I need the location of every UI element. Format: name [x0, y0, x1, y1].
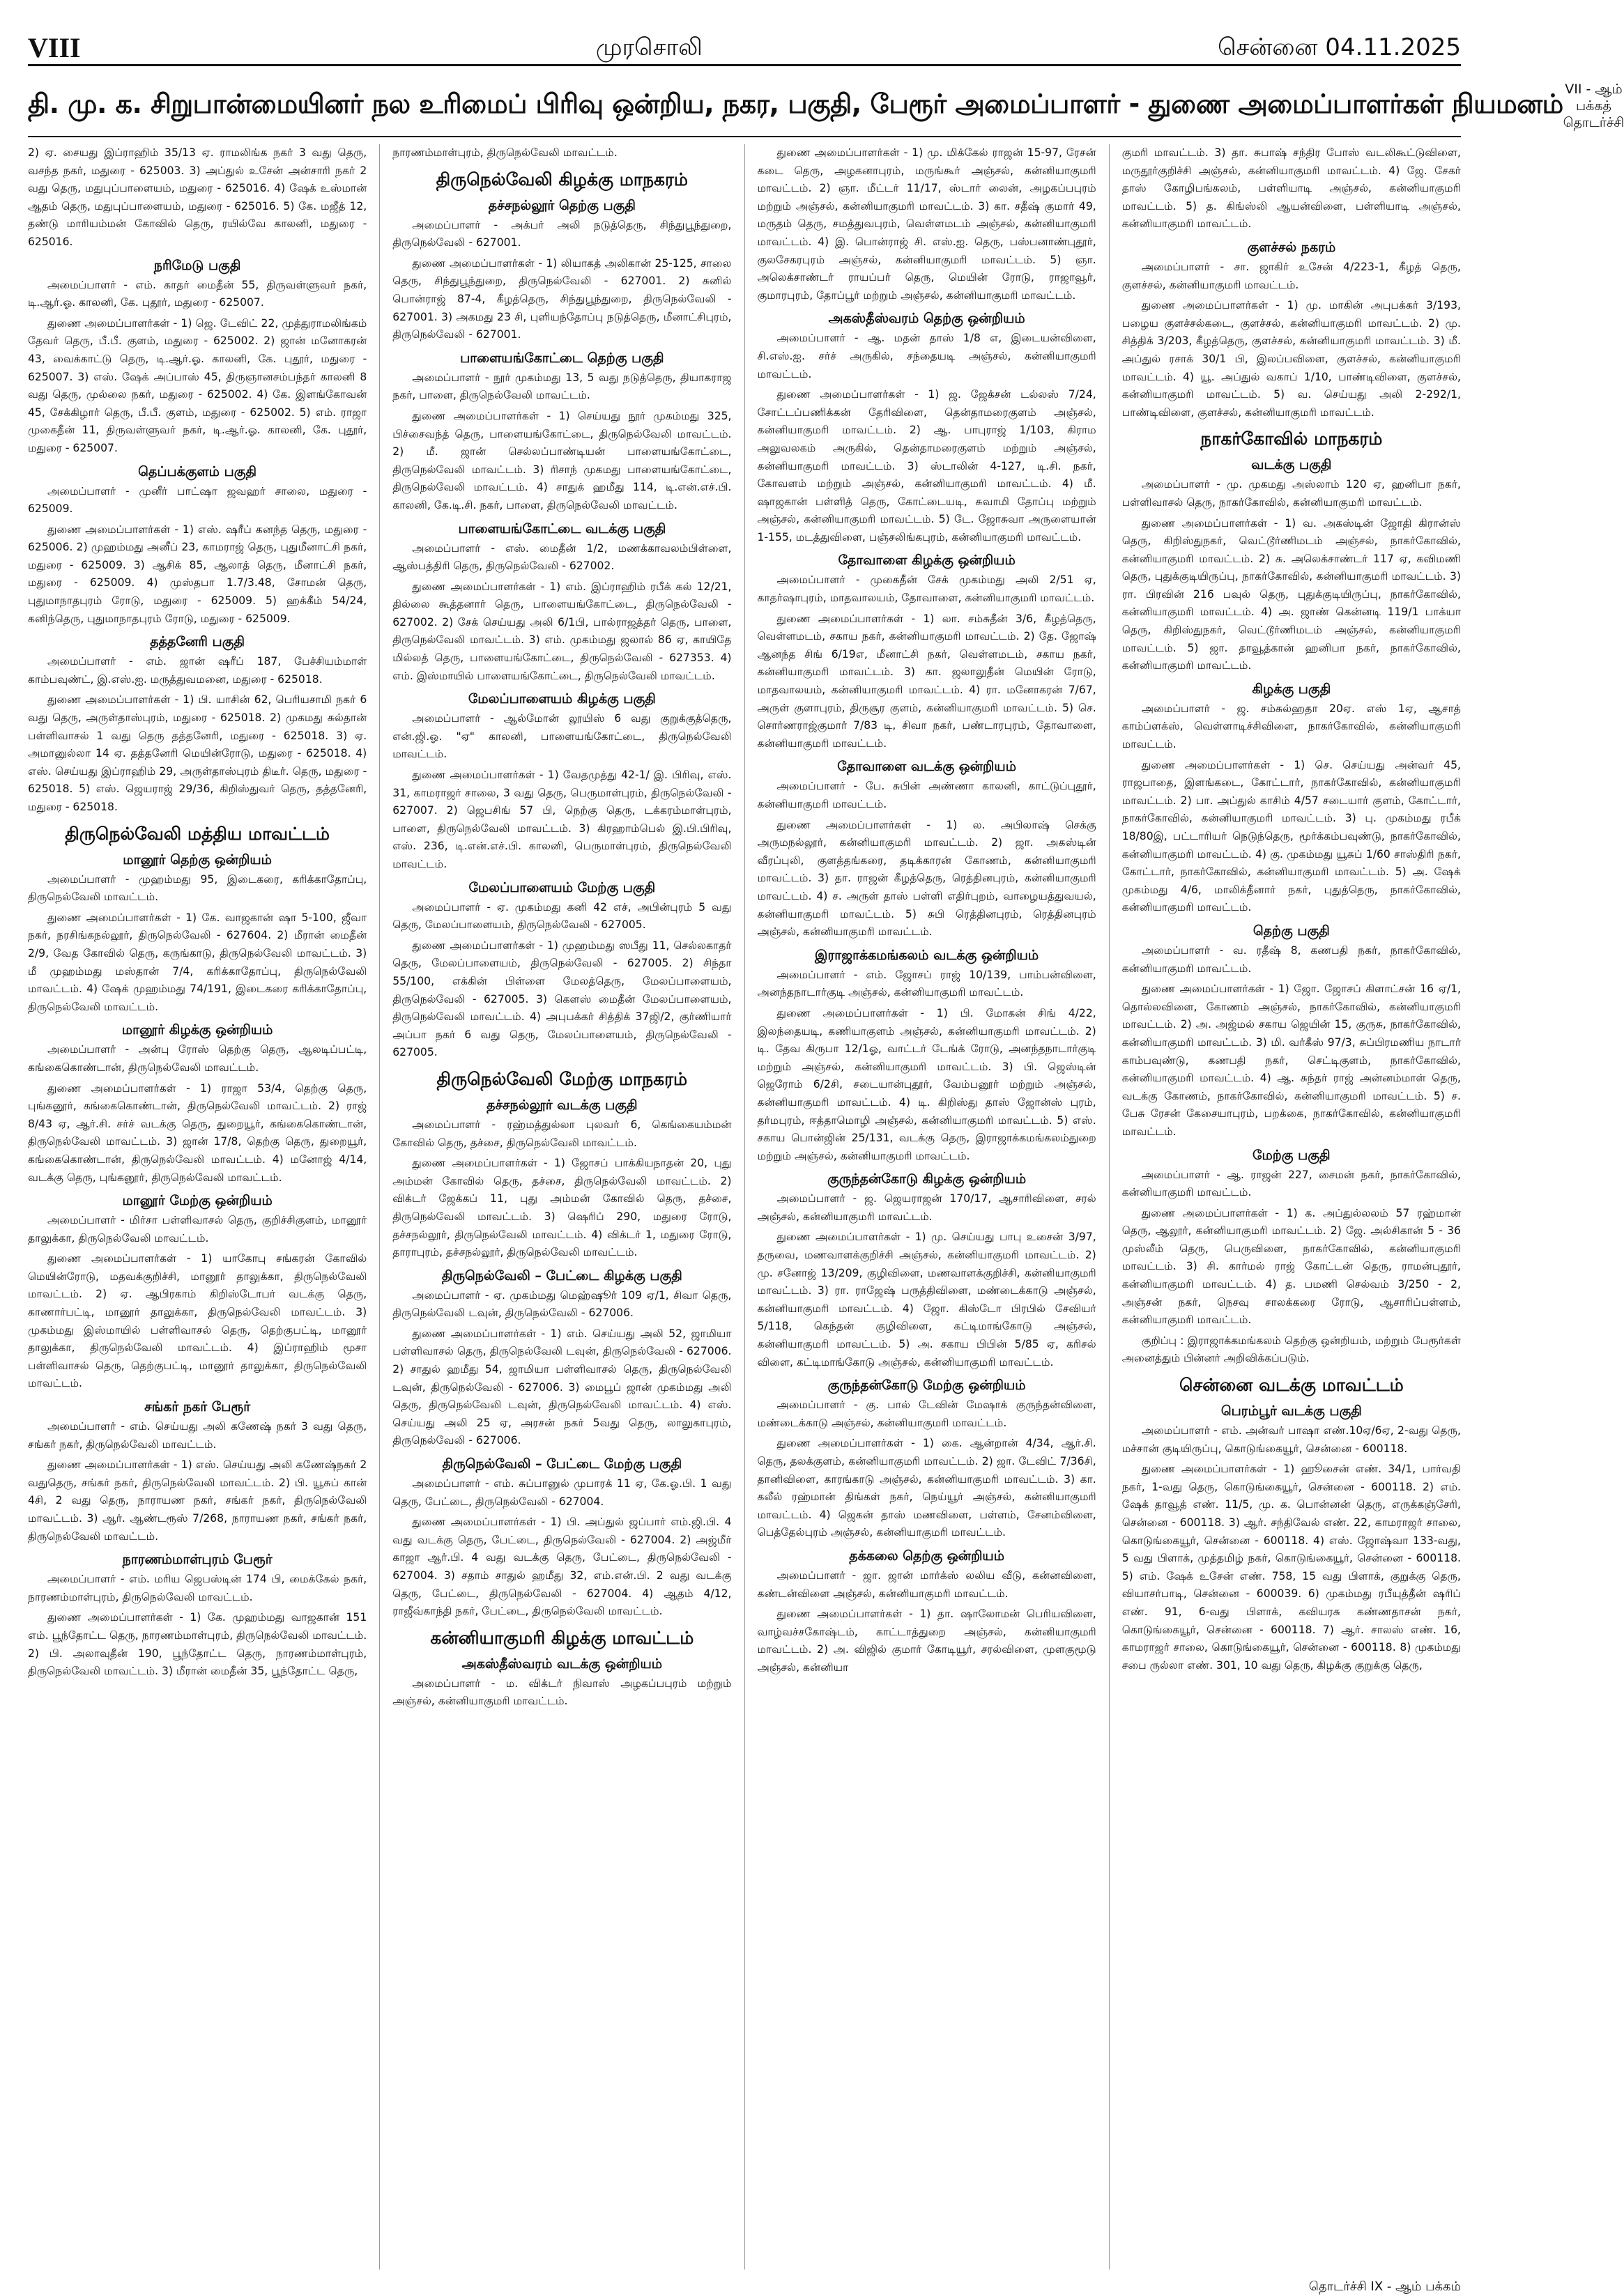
district-heading: திருநெல்வேலி கிழக்கு மாநகரம் [436, 169, 689, 190]
appointment-paragraph: துணை அமைப்பாளர்கள் - 1) யாகோபு சங்கரன் கோவில் மெயின்ரோடு, மதவக்குறிச்சி, மானூர் தாலுக்கா, திருநெல்வேலி மாவட்டம். 2) ஏ. ஆபிரகாம் கிறிஸ்டோபர் வடக்கு தெரு, காணார்பட்டி, மானூர் தாலுக்கா, திருநெல்வேலி மாவட்டம். 3) முகம்மது இஸ்மாயில் பள்ளிவாசல் தெரு, தெற்குபட்டி, மானூர் தாலுக்கா, திருநெல்வேலி மாவட்டம். 4) இப்ராஹிம் மூசா பள்ளிவாசல் தெரு, தெற்குபட்டி, மானூர் தாலுக்கா, திருநெல்வேலி மாவட்டம். [28, 1252, 367, 1390]
appointment-paragraph: துணை அமைப்பாளர்கள் - 1) வேதமுத்து 42-1/ இ. பிரிவு, எஸ். 31, காமராஜர் சாலை, 3 வது தெரு, பெருமாள்புரம், திருநெல்வேலி - 627007. 2) ஜெபசிங் 57 பி, நெற்கு தெரு, டக்கரம்மாள்புரம், பாளை, திருநெல்வேலி மாவட்டம். 3) கிரஹாம்பெல் இ.பி.பிரிவு, எஸ். 236, டி.என்.எச்.பி. காலனி, பெருமாள்புரம், திருநெல்வேலி மாவட்டம். [392, 769, 732, 870]
appointment-paragraph: துணை அமைப்பாளர்கள் - 1) முஹம்மது ஸபீது 11, செல்லகாதர் தெரு, மேலப்பாளையம், திருநெல்வேலி - 627005. 2) சிந்தா 55/100, எக்கின் பிள்ளை மேலத்தெரு, மேலப்பாளையம், திருநெல்வேலி - 627005. 3) கௌஸ் மைதீன் மேலப்பாளையம், திருநெல்வேலி மாவட்டம். 4) அபுபக்கர் சித்திக் 37ஜி/2, குர்ணியார் அப்பா நகர் 6 வது தெரு, மேலப்பாளையம், திருநெல்வேலி - 627005. [392, 939, 732, 1059]
area-heading: குளச்சல் நகரம் [1247, 239, 1336, 255]
appointment-paragraph: அமைப்பாளர் - கு. பால் டேவின் மேஷாக் குருந்தன்விளை, மண்டைக்காடு அஞ்சல், கன்னியாகுமரி மாவட்டம். [757, 1399, 1096, 1429]
appointment-paragraph: அமைப்பாளர் - முனீர் பாட்ஷா ஜவஹர் சாலை, மதுரை - 625009. [28, 484, 367, 516]
appointment-paragraph: துணை அமைப்பாளர்கள் - 1) க. அப்துல்லலம் 57 ரஹ்மான் தெரு, ஆலூர், கன்னியாகுமரி மாவட்டம். 2) ஜே. அல்சிகான் 5 - 36 முஸ்லீம் தெரு, பெருவிளை, நாகர்கோவில், கன்னியாகுமரி மாவட்டம். 3) சி. கார்மல் ராஜ் கோட்டன் தெரு, ராமன்புதூர், கன்னியாகுமரி மாவட்டம். 4) த. பமணி செல்வம் 3/250 - 2, அஞ்சன் நகர், நெசவு சாலக்கரை ரோடு, ஆசாரிப்பள்ளம், கன்னியாகுமரி மாவட்டம். [1121, 1206, 1461, 1327]
area-heading: சங்கர் நகர் பேரூர் [144, 1399, 251, 1415]
area-heading: மானூர் மேற்கு ஒன்றியம் [122, 1193, 273, 1209]
appointment-paragraph: அமைப்பாளர் - நூர் முகம்மது 13, 5 வது நடுத்தெரு, தியாகராஜ நகர், பாளை, திருநெல்வேலி மாவட்டம். [392, 371, 732, 402]
column-1 [28, 144, 367, 2270]
district-heading: திருநெல்வேலி மத்திய மாவட்டம் [65, 823, 330, 844]
appointment-paragraph: 2) ஏ. சையது இப்ராஹிம் 35/13 ஏ. ராமலிங்க நகர் 3 வது தெரு, வசந்த நகர், மதுரை - 625003. 3) அப்துல் உசேன் அன்சாரி நகர் 2 வது தெரு, மதுபுப்பாளையம், மதுரை - 625016. 4) ஷேக் உஸ்மான் ஆதம் தெரு, மதுபுப்பாளையம், மதுரை - 625016. 5) கே. மஜீத் 12, தண்டு மாரியம்மன் கோவில் தெரு, ரயில்வே காலனி, மதுரை - 625016. [28, 146, 367, 248]
area-heading: திருநெல்வேலி – பேட்டை கிழக்கு பகுதி [441, 1268, 682, 1284]
appointment-paragraph: துணை அமைப்பாளர்கள் - 1) பி. அப்துல் ஜப்பார் எம்.ஜி.பி. 4 வது வடக்கு தெரு, பேட்டை, திருநெல்வேலி - 627004. 2) அஜ்மீர் காஜா ஆர்.பி. 4 வது வடக்கு தெரு, பேட்டை, திருநெல்வேலி - 627004. 3) சதாம் சாதுல் ஹமீது 32, எம்.என்.பி. 2 வது வடக்கு தெரு, பேட்டை, திருநெல்வேலி - 627004. 4) ஆதம் 4/12, ராஜீவ்காந்தி நகர், பேட்டை, திருநெல்வேலி மாவட்டம். [392, 1516, 732, 1618]
page-headline: தி. மு. க. சிறுபான்மையினர் நல உரிமைப் பிரிவு ஒன்றிய, நகர, பகுதி, பேரூர் அமைப்பாளர் - துணை அமைப்பாளர்கள் நியமனம் [28, 88, 1563, 119]
appointment-paragraph: துணை அமைப்பாளர்கள் - 1) கே. முஹம்மது வாஜகான் 151 எம். பூந்தோட்ட தெரு, நாரணம்மாள்புரம், திருநெல்வேலி மாவட்டம். 2) பி. அலாவுதீன் 190, பூந்தோட்ட தெரு, நாரணம்மாள்புரம், திருநெல்வேலி மாவட்டம். 3) மீரான் மைதீன் 35, பூந்தோட்ட தெரு, [28, 1611, 367, 1678]
appointment-paragraph: அமைப்பாளர் - ஆ. மதன் தாஸ் 1/8 எ, இடையன்விளை, சி.எஸ்.ஐ. சர்ச் அருகில், சந்தையடி அஞ்சல், கன்னியாகுமரி மாவட்டம். [757, 332, 1096, 380]
appointment-paragraph: துணை அமைப்பாளர்கள் - 1) ஜோ. ஜோசப் கிளாட்சன் 16 ஏ/1, தொல்லவிளை, கோணம் அஞ்சல், நாகர்கோவில், கன்னியாகுமரி மாவட்டம். 2) அ. அஜ்மல் சகாய ஜெயின் 15, குருசு, நாகர்கோவில், கன்னியாகுமரி மாவட்டம். 3) மி. வர்கீஸ் 97/3, சுப்பிரமணிய நாடார் காம்பவுண்டு, கணபதி நகர், செட்டிகுளம், நாகர்கோவில், கன்னியாகுமரி மாவட்டம். 4) ஆ. சுந்தர் ராஜ் அன்னம்மாள் தெரு, வடக்கு கோணம், நாகர்கோவில், கன்னியாகுமரி மாவட்டம். 5) ச. பேசு ரேசன் கேசையாபுரம், பறக்கை, நாகர்கோவில், கன்னியாகுமரி மாவட்டம். [1121, 983, 1461, 1138]
appointment-paragraph: துணை அமைப்பாளர்கள் - 1) ல. அபிலாஷ் செக்கு அருமநல்லூர், கன்னியாகுமரி மாவட்டம். 2) ஜா. அகஸ்டின் வீரப்புலி, குளத்தங்கரை, தடிக்காரன் கோணம், கன்னியாகுமரி மாவட்டம். 3) தா. ராஜன் கீழத்தெரு, ரெத்தினபுரம், கன்னியாகுமரி மாவட்டம். 4) ச. அருள் தாஸ் பள்ளி எதிர்புறம், வாழையத்துவயல், கன்னியாகுமரி மாவட்டம். 5) சுபி ரெத்தினபுரம், ரெத்தினபுரம் அஞ்சல், கன்னியாகுமரி மாவட்டம். [757, 818, 1096, 939]
appointment-paragraph: துணை அமைப்பாளர்கள் - 1) ஜ. ஜேக்சன் டல்லஸ் 7/24, சோட்டப்பணிக்கன் தேரிவிளை, தென்தாமரைகுளம் அஞ்சல், கன்னியாகுமரி மாவட்டம். 2) ஆ. பாபுராஜ் 1/103, கிராம அலுவலகம் அருகில், தென்தாமரைகுளம் மற்றும் அஞ்சல், கன்னியாகுமரி மாவட்டம். 3) ஸ்டாலின் 4-127, டி.சி. நகர், கோவளம் மற்றும் அஞ்சல், கன்னியாகுமரி மாவட்டம். 4) மீ. ஷாஜகான் பள்ளித் தெரு, கோட்டையடி, சுவாமி தோப்பு மற்றும் அஞ்சல், கன்னியாகுமரி மாவட்டம். 5) டே. ஜோசுவா அருளையான் 1-155, மடத்துவிளை, பஞ்சலிங்கபுரம், கன்னியாகுமரி மாவட்டம். [757, 388, 1096, 544]
appointment-paragraph: அமைப்பாளர் - அன்பு ரோஸ் தெற்கு தெரு, ஆலடிப்பட்டி, கங்கைகொண்டான், திருநெல்வேலி மாவட்டம். [28, 1043, 367, 1074]
appointment-paragraph: அமைப்பாளர் - ஆல்மோன் லூயிஸ் 6 வது குறுக்குத்தெரு, என்.ஜி.ஓ. "ஏ" காலனி, பாளையங்கோட்டை, திருநெல்வேலி மாவட்டம். [392, 712, 732, 761]
appointment-paragraph: துணை அமைப்பாளர்கள் - 1) எஸ். ஷரீப் கனந்த தெரு, மதுரை - 625006. 2) முஹம்மது அனீப் 23, காமராஜ் தெரு, புதுமீனாட்சி நகர், மதுரை - 625009. 3) ஆசிக் 85, ஆலாத் தெரு, மீனாட்சி நகர், மதுரை - 625009. 4) முஸ்தபா 1.7/3.48, சோமன் தெரு, புதுமாநாதபுரம் ரோடு, மதுரை - 625009. 5) ஹக்கீம் 54/24, கனிந்தெரு, புதுமாநாதபுரம் ரோடு, மதுரை - 625009. [28, 523, 367, 625]
appointment-paragraph: துணை அமைப்பாளர்கள் - 1) மு. மிக்கேல் ராஜன் 15-97, ரேசன் கடை தெரு, அழகனாபுரம், மருங்கூர் அஞ்சல், கன்னியாகுமரி மாவட்டம். 2) ஞா. மீட்டர் 11/17, ஸ்டார் லைன், அழகப்பபுரம் மற்றும் அஞ்சல், கன்னியாகுமரி மாவட்டம். 3) கா. சதீஷ் குமார் 49, மருதம் தெரு, சமத்துவபுரம், வெள்ளமடம் அஞ்சல், கன்னியாகுமரி மாவட்டம். 4) இ. பொன்ராஜ் சி. எஸ்.ஐ. தெரு, பஸ்பனாண்புதூர், குலசேகரபுரம் அஞ்சல், கன்னியாகுமரி மாவட்டம். 5) ஞா. அலெக்சாண்டர் ராயப்பர் தெரு, மெயின் ரோடு, ராஜாவூர், குமாரபுரம், தோப்பூர் மற்றும் அஞ்சல், கன்னியாகுமரி மாவட்டம். [757, 146, 1096, 302]
appointment-paragraph: நாரணம்மாள்புரம், திருநெல்வேலி மாவட்டம். [392, 146, 618, 159]
appointment-paragraph: அமைப்பாளர் - ம. விக்டர் நிவாஸ் அழகப்பபுரம் மற்றும் அஞ்சல், கன்னியாகுமரி மாவட்டம். [392, 1677, 732, 1708]
continuation-footer: தொடர்ச்சி IX - ஆம் பக்கம் [1308, 2279, 1461, 2294]
appointment-paragraph: துணை அமைப்பாளர்கள் - 1) கே. வாஜகான் ஷா 5-100, ஜீவா நகர், நரசிங்கநல்லூர், திருநெல்வேலி - 627604. 2) மீரான் மைதீன் 2/9, வேத கோவில் தெரு, கருங்காடு, திருநெல்வேலி மாவட்டம். 3) மீ முஹம்மது மஸ்தான் 7/4, கரிக்காதோப்பு, திருநெல்வேலி மாவட்டம். 4) ஷேக் முஹம்மது 74/191, இடைகரை கரிக்காதோப்பு, திருநெல்வேலி மாவட்டம். [28, 911, 367, 1013]
area-heading: தோவாளை கிழக்கு ஒன்றியம் [838, 553, 1016, 569]
column-divider [379, 144, 380, 2270]
area-heading: திருநெல்வேலி – பேட்டை மேற்கு பகுதி [442, 1456, 682, 1472]
column-divider [1109, 144, 1110, 2270]
page-number: VIII [28, 32, 81, 63]
area-heading: கிழக்கு பகுதி [1252, 681, 1331, 697]
appointment-paragraph: அமைப்பாளர் - ஜா. ஜான் மார்க்ஸ் லலிய வீடு, கன்னவிளை, கண்டன்விளை அஞ்சல், கன்னியாகுமரி மாவட்டம். [757, 1569, 1096, 1600]
appointment-paragraph: துணை அமைப்பாளர்கள் - 1) மு. மாகின் அபுபக்கர் 3/193, பழைய குளச்சல்கடை, குளச்சல், கன்னியாகுமரி மாவட்டம். 2) மு. சித்திக் 3/203, கீழத்தெரு, குளச்சல், கன்னியாகுமரி மாவட்டம். 3) மீ. அப்துல் ரசாக் 30/1 பி, இலப்பவிளை, குளச்சல், கன்னியாகுமரி மாவட்டம். 4) யூ. அப்துல் வகாப் 1/10, பாண்டிவிளை, குளச்சல், கன்னியாகுமரி மாவட்டம். 5) வ. செய்யது அலி 2-292/1, பாண்டிவிளை, குளச்சல், கன்னியாகுமரி மாவட்டம். [1121, 299, 1461, 419]
area-heading: இராஜாக்கமங்கலம் வடக்கு ஒன்றியம் [815, 947, 1039, 963]
area-heading: தச்சநல்லூர் வடக்கு பகுதி [487, 1097, 638, 1113]
appointment-paragraph: துணை அமைப்பாளர்கள் - 1) ஹூசைன் எண். 34/1, பார்வதி நகர், 1-வது தெரு, கொடுங்கையூர், சென்னை - 600118. 2) எம். ஷேக் தாவூத் எண். 11/5, மு. க. பொன்னன் தெரு, எருக்கஞ்சேரி, சென்னை - 600118. 3) ஆர். சந்திவேல் எண். 22, காமராஜர் சாலை, கொடுங்கையூர், சென்னை - 600118. 4) எஸ். ஜோஷ்வா 133-வது, 5 வது பிளாக், முத்தமிழ் நகர், கொடுங்கையூர், சென்னை - 600118. 5) எம். ஷேக் உசேன் எண். 758, 15 வது பிளாக், குறுக்கு தெரு, வியாசர்பாடி, சென்னை - 600039. 6) முகம்மது ரபீயுத்தீன் ஷரிப் எண். 91, 6-வது பிளாக், கவியரசு கண்ணதாசன் நகர், கொடுங்கையூர், சென்னை - 600118. 7) ஆர். சாலஸ் எண். 16, காமராஜர் சாலை, கொடுங்கையூர், சென்னை - 600118. 8) முகம்மது சபை ருல்லா எண். 301, 10 வது தெரு, கிழக்கு குறுக்கு தெரு, [1121, 1463, 1461, 1672]
column-2 [392, 144, 731, 2270]
article-columns [28, 144, 1461, 2270]
appointment-paragraph: துணை அமைப்பாளர்கள் - 1) லியாகத் அலிகான் 25-125, சாலை தெரு, சிந்துபூந்துறை, திருநெல்வேலி - 627001. 2) சுனில் பொன்ராஜ் 87-4, கீழத்தெரு, சிந்துபூந்துறை, திருநெல்வேலி - 627001. 3) அகமது 23 சி, புளியந்தோப்பு நடுத்தெரு, மீனாட்சிபுரம், திருநெல்வேலி - 627001. [392, 256, 732, 341]
appointment-paragraph: குறிப்பு : இராஜாக்கமங்கலம் தெற்கு ஒன்றியம், மற்றும் பேரூர்கள் அனைத்தும் பின்னர் அறிவிக்கப்படும். [1121, 1334, 1461, 1365]
area-heading: நாரணம்மாள்புரம் பேரூர் [122, 1552, 273, 1568]
district-heading: திருநெல்வேலி மேற்கு மாநகரம் [436, 1068, 688, 1089]
appointment-paragraph: அமைப்பாளர் - எம். மரிய ஜெபஸ்டின் 174 பி, மைக்கேல் நகர், நாரணம்மாள்புரம், திருநெல்வேலி மாவட்டம். [28, 1573, 367, 1603]
area-heading: குருந்தன்கோடு மேற்கு ஒன்றியம் [827, 1378, 1026, 1394]
column-4 [1122, 144, 1461, 2270]
appointment-paragraph: அமைப்பாளர் - எம். காதர் மைதீன் 55, திருவள்ளுவர் நகர், டி.ஆர்.ஓ. காலனி, கே. புதூர், மதுரை - 625007. [28, 278, 367, 309]
area-heading: தெப்பக்குளம் பகுதி [138, 463, 257, 479]
appointment-paragraph: அமைப்பாளர் - ஏ. முகம்மது மெஹ்ஷூர் 109 ஏ/1, சிவா தெரு, திருநெல்வேலி டவுன், திருநெல்வேலி - 627006. [392, 1288, 732, 1320]
area-heading: அகஸ்தீஸ்வரம் வடக்கு ஒன்றியம் [461, 1656, 663, 1672]
area-heading: தெற்கு பகுதி [1253, 923, 1330, 939]
continuation-note: VII - ஆம் பக்கத் தொடர்ச்சி [1563, 82, 1624, 130]
appointment-paragraph: துணை அமைப்பாளர்கள் - 1) லா. சம்சுதீன் 3/6, கீழத்தெரு, வெள்ளமடம், சகாய நகர், கன்னியாகுமரி மாவட்டம். 2) தே. ஜோஷ் ஆனந்த சிங் 6/19எ, மீனாட்சி நகர், வெள்ளமடம், சகாய நகர், கன்னியாகுமரி மாவட்டம். 3) கா. ஜலாலுதீன் மெயின் ரோடு, மாதவாலயம், கன்னியாகுமரி மாவட்டம். 4) ரா. மனோகரன் 7/67, அருள் குளாபுரம், திருசூர குளம், கன்னியாகுமரி மாவட்டம். 5) செ. சொர்ணராஜ்குமார் 7/83 டி, சிவா நகர், பண்டாரபுரம், தோவாளை, கன்னியாகுமரி மாவட்டம். [757, 612, 1096, 750]
appointment-paragraph: துணை அமைப்பாளர்கள் - 1) எம். செய்யது அலி 52, ஜாமியா பள்ளிவாசல் தெரு, திருநெல்வேலி டவுன், திருநெல்வேலி - 627006. 2) சாதுல் ஹமீது 54, ஜாமியா பள்ளிவாசல் தெரு, திருநெல்வேலி டவுன், திருநெல்வேலி - 627006. 3) மைபூப் ஜான் முகம்மது அலி தெரு, திருநெல்வேலி டவுன், திருநெல்வேலி மாவட்டம். 4) எஸ். செய்யது அலி 25 ஏ, அரசன் நகர் 5வது தெரு, லாலுகாபுரம், திருநெல்வேலி - 627006. [392, 1327, 732, 1447]
appointment-paragraph: அமைப்பாளர் - எஸ். மைதீன் 1/2, மணக்காவலம்பிள்ளை, ஆஸ்பத்திரி தெரு, திருநெல்வேலி - 627002. [392, 541, 732, 573]
appointment-paragraph: அமைப்பாளர் - முஹம்மது 95, இடைகரை, கரிக்காதோப்பு, திருநெல்வேலி மாவட்டம். [28, 872, 367, 904]
appointment-paragraph: துணை அமைப்பாளர்கள் - 1) பி. மோகன் சிங் 4/22, இலந்தையடி, கணியாகுளம் அஞ்சல், கன்னியாகுமரி மாவட்டம். 2) டி. தேவ கிருபா 12/1ஓ, வாட்டர் டேங்க் ரோடு, அனந்தநாடார்குடி மற்றும் அஞ்சல், கன்னியாகுமரி மாவட்டம். 3) பி. ஜெஸ்டின் ஜெரோம் 6/2சி, சடையான்புதூர், வேம்பனூர் மற்றும் அஞ்சல், கன்னியாகுமரி மாவட்டம். 4) டி. கிறிஸ்து தாஸ் ஜோன்ஸ் புரம், தர்மபுரம், ஈத்தாமொழி அஞ்சல், கன்னியாகுமரி மாவட்டம். 5) எஸ். சகாய பொன்ஜின் 25/131, வடக்கு தெரு, இராஜாக்கமங்கலம்துறை மற்றும் அஞ்சல், கன்னியாகுமரி மாவட்டம். [757, 1006, 1096, 1162]
appointment-paragraph: துணை அமைப்பாளர்கள் - 1) கை. ஆன்றான் 4/34, ஆர்.சி. தெரு, தலக்குளம், கன்னியாகுமரி மாவட்டம். 2) ஜா. டேவிட் 7/36சி, தானிவிளை, காரங்காடு அஞ்சல், கன்னியாகுமரி மாவட்டம். 3) கா. கலீல் ரஹ்மான் திங்கள் நகர், நெய்யூர் அஞ்சல், கன்னியாகுமரி மாவட்டம். 4) ஜெகன் தாஸ் மணவிளை, பள்ளம், சேனம்விளை, பெத்தேல்புரம் அஞ்சல், கன்னியாகுமரி மாவட்டம். [757, 1437, 1096, 1539]
area-heading: மேலப்பாளையம் கிழக்கு பகுதி [468, 691, 656, 707]
area-heading: வடக்கு பகுதி [1251, 457, 1332, 473]
appointment-paragraph: அமைப்பாளர் - முகைதீன் சேக் முகம்மது அலி 2/51 ஏ, காதர்ஷாபுரம், மாதவாலயம், தோவாளை, கன்னியாகுமரி மாவட்டம். [757, 573, 1096, 605]
headline-row [28, 76, 1624, 137]
appointment-paragraph: அமைப்பாளர் - எம். செய்யது அலி கணேஷ் நகர் 3 வது தெரு, சங்கர் நகர், திருநெல்வேலி மாவட்டம். [28, 1420, 367, 1451]
column-3 [757, 144, 1096, 2270]
appointment-paragraph: துணை அமைப்பாளர்கள் - 1) ஜோசப் பாக்கியநாதன் 20, புது அம்மன் கோவில் தெரு, தச்சை, திருநெல்வேலி மாவட்டம். 2) விக்டர் ஜேக்கப் 11, புது அம்மன் கோவில் தெரு, தச்சை, திருநெல்வேலி மாவட்டம். 3) ஷெரிப் 290, மதுரை ரோடு, தச்சநல்லூர், திருநெல்வேலி மாவட்டம். 4) விக்டர் 1, மதுரை ரோடு, தாராபுரம், தச்சநல்லூர், திருநெல்வேலி மாவட்டம். [392, 1157, 732, 1259]
area-heading: பாளையங்கோட்டை வடக்கு பகுதி [458, 521, 666, 537]
appointment-paragraph: துணை அமைப்பாளர்கள் - 1) செ. செய்யது அன்வர் 45, ராஜபாதை, இளங்கடை, கோட்டார், நாகர்கோவில், கன்னியாகுமரி மாவட்டம். 2) பா. அப்துல் காசிம் 4/57 சடையார் குளம், கோட்டார், நாகர்கோவில், கன்னியாகுமரி மாவட்டம். 3) பு. முகம்மது ரபீக் 18/80இ, பட்டாரியர் நெடுந்தெரு, மூர்க்கம்பவுண்டு, நாகர்கோவில், கன்னியாகுமரி மாவட்டம். 4) கு. முகம்மது யூசுப் 1/60 சாஸ்திரி நகர், கோட்டார், நாகர்கோவில், கன்னியாகுமரி மாவட்டம். 5) அ. ஷேக் முகம்மது 4/6, மாலிக்தீனார் நகர், புதுத்தெரு, நாகர்கோவில், கன்னியாகுமரி மாவட்டம். [1121, 758, 1461, 914]
area-heading: பாளையங்கோட்டை தெற்கு பகுதி [460, 350, 664, 366]
appointment-paragraph: குமரி மாவட்டம். 3) தா. சுபாஷ் சந்திர போஸ் வடலிகூட்டுவிளை, மருதூர்குறிச்சி அஞ்சல், கன்னியாகுமரி மாவட்டம். 4) ஜே. சேகர் தாஸ் கோழிபங்கலம், பள்ளியாடி அஞ்சல், கன்னியாகுமரி மாவட்டம். 5) த. கிங்ஸ்லி ஆயன்விளை, பள்ளியாடி அஞ்சல், கன்னியாகுமரி மாவட்டம். [1121, 146, 1461, 231]
appointment-paragraph: துணை அமைப்பாளர்கள் - 1) தா. ஷாலோமன் பெரியவிளை, வாழ்வச்சகோஷ்டம், காட்டாத்துறை அஞ்சல், கன்னியாகுமரி மாவட்டம். 2) அ. விஜில் குமார் கோடியூர், சரல்விளை, முளகுமூடு அஞ்சல், கன்னியா [757, 1608, 1096, 1674]
area-heading: மானூர் கிழக்கு ஒன்றியம் [121, 1022, 273, 1038]
area-heading: மேலப்பாளையம் மேற்கு பகுதி [468, 879, 656, 895]
edition-date: சென்னை 04.11.2025 [1218, 33, 1461, 61]
area-heading: மானூர் தெற்கு ஒன்றியம் [123, 852, 272, 868]
appointment-paragraph: அமைப்பாளர் - ஜ. ஜெயராஜன் 170/17, ஆசாரிவிளை, சரல் அஞ்சல், கன்னியாகுமரி மாவட்டம். [757, 1192, 1096, 1223]
area-heading: தக்கலை தெற்கு ஒன்றியம் [849, 1548, 1004, 1564]
area-heading: குருந்தன்கோடு கிழக்கு ஒன்றியம் [827, 1171, 1027, 1187]
area-heading: தோவாளை வடக்கு ஒன்றியம் [837, 759, 1016, 775]
appointment-paragraph: அமைப்பாளர் - அக்பர் அலி நடுத்தெரு, சிந்துபூந்துறை, திருநெல்வேலி - 627001. [392, 218, 732, 249]
appointment-paragraph: அமைப்பாளர் - ஏ. முகம்மது கனி 42 எச், அபின்புரம் 5 வது தெரு, மேலப்பாளையம், திருநெல்வேலி - 627005. [392, 900, 732, 932]
appointment-paragraph: அமைப்பாளர் - எம். சுப்பானுல் முபாரக் 11 ஏ, கே.ஓ.பி. 1 வது தெரு, பேட்டை, திருநெல்வேலி - 627004. [392, 1477, 732, 1508]
appointment-paragraph: அமைப்பாளர் - ஆ. ராஜன் 227, சைமன் நகர், நாகர்கோவில், கன்னியாகுமரி மாவட்டம். [1121, 1168, 1461, 1199]
area-heading: தச்சநல்லூர் தெற்கு பகுதி [488, 197, 636, 213]
appointment-paragraph: அமைப்பாளர் - மு. முகமது அஸ்லாம் 120 ஏ, ஹனிபா நகர், பள்ளிவாசல் தெரு, நாகர்கோவில், கன்னியாகுமரி மாவட்டம். [1121, 478, 1461, 509]
appointment-paragraph: அமைப்பாளர் - சா. ஜாகிர் உசேன் 4/223-1, கீழத் தெரு, குளச்சல், கன்னியாகுமரி மாவட்டம். [1121, 260, 1461, 291]
area-heading: அகஸ்தீஸ்வரம் தெற்கு ஒன்றியம் [828, 311, 1025, 327]
area-heading: மேற்கு பகுதி [1253, 1147, 1331, 1163]
column-divider [744, 144, 745, 2270]
appointment-paragraph: துணை அமைப்பாளர்கள் - 1) எம். இப்ராஹிம் ரபீக் கல் 12/21, தில்லை கூத்தனார் தெரு, பாளையங்கோட்டை, திருநெல்வேலி - 627002. 2) சேக் செய்யது அலி 6/1பி, பால்ராஜத்தர் தெரு, பாளை, திருநெல்வேலி மாவட்டம். 3) எம். முகம்மது ஜலால் 86 ஏ, காயிதே மில்லத் தெரு, பாளையங்கோட்டை, திருநெல்வேலி - 627353. 4) எம். இஸ்மாயில் பாளையங்கோட்டை, திருநெல்வேலி மாவட்டம். [392, 580, 732, 682]
paper-name: முரசொலி [595, 33, 703, 61]
area-heading: பெரம்பூர் வடக்கு பகுதி [1220, 1403, 1362, 1419]
appointment-paragraph: அமைப்பாளர் - எம். அன்வர் பாஷா எண்.10ஏ/6ஏ, 2-வது தெரு, மச்சான் குடியிருப்பு, கொடுங்கையூர், சென்னை - 600118. [1121, 1424, 1461, 1455]
appointment-paragraph: துணை அமைப்பாளர்கள் - 1) ராஜா 53/4, தெற்கு தெரு, புங்கனூர், கங்கைகொண்டான், திருநெல்வேலி மாவட்டம். 2) ராஜ் 8/43 ஏ, ஆர்.சி. சர்ச் வடக்கு தெரு, துறையூர், கங்கைகொண்டான், திருநெல்வேலி மாவட்டம். 3) ஜான் 17/8, தெற்கு தெரு, துறையூர், கங்கைகொண்டான், திருநெல்வேலி மாவட்டம். 4) மனோஜ் 4/14, வடக்கு தெரு, புங்கனூர், திருநெல்வேலி மாவட்டம். [28, 1081, 367, 1184]
masthead [28, 20, 1461, 66]
area-heading: தத்தனேரி பகுதி [150, 634, 245, 650]
appointment-paragraph: துணை அமைப்பாளர்கள் - 1) பி. யாசின் 62, பெரியசாமி நகர் 6 வது தெரு, அருள்தாஸ்புரம், மதுரை - 625018. 2) முகமது சுல்தான் பள்ளிவாசல் 1 வது தெரு தத்தனேரி, மதுரை - 625018. 3) ஏ. அமானுல்லா 14 ஏ. தத்தனேரி மெயின்ரோடு, மதுரை - 625018. 4) எஸ். செய்யது இப்ராஹிம் 29, அருள்தாஸ்புரம் திடீர். தெரு, மதுரை - 625018. 5) எஸ். ஜெயராஜ் 29/36, கிறிஸ்துவர் தெரு, தத்தனேரி, மதுரை - 625018. [28, 693, 367, 813]
district-heading: சென்னை வடக்கு மாவட்டம் [1179, 1375, 1404, 1396]
appointment-paragraph: அமைப்பாளர் - வ. ரதீஷ் 8, கணபதி நகர், நாகர்கோவில், கன்னியாகுமரி மாவட்டம். [1121, 943, 1461, 975]
appointment-paragraph: அமைப்பாளர் - ஜ. சம்சுல்ஹதா 20ஏ. எஸ் 1ஏ, ஆசாத் காம்ப்ளக்ஸ், வெள்ளாடிச்சிவிளை, நாகர்கோவில், கன்னியாகுமரி மாவட்டம். [1121, 702, 1461, 751]
appointment-paragraph: அமைப்பாளர் - எம். ஜான் ஷரீப் 187, பேச்சியம்மாள் காம்பவுண்ட், இ.எஸ்.ஐ. மருத்துவமனை, மதுரை - 625018. [28, 655, 367, 686]
appointment-paragraph: அமைப்பாளர் - மிர்சா பள்ளிவாசல் தெரு, குறிச்சிகுளம், மானூர் தாலுக்கா, திருநெல்வேலி மாவட்டம். [28, 1214, 367, 1245]
appointment-paragraph: துணை அமைப்பாளர்கள் - 1) செய்யது நூர் முகம்மது 325, பிச்சைவந்த் தெரு, பாளையங்கோட்டை, திருநெல்வேலி மாவட்டம். 2) மீ. ஜான் செல்லப்பாண்டியன் பாளையங்கோட்டை, திருநெல்வேலி மாவட்டம். 3) ரிசாந் முகமது பாளையங்கோட்டை, திருநெல்வேலி மாவட்டம். 4) சாதுக் ஹமீது 114, டி.என்.எச்.பி. காலனி, கே.டி.சி. நகர், பாளை, திருநெல்வேலி மாவட்டம். [392, 409, 732, 511]
appointment-paragraph: துணை அமைப்பாளர்கள் - 1) மு. செய்யது பாபு உசைன் 3/97, தருவை, மணவாளக்குறிச்சி அஞ்சல், கன்னியாகுமரி மாவட்டம். 2) மு. சனோஜ் 13/209, குழிவிளை, மணவாளக்குறிச்சி, கன்னியாகுமரி மாவட்டம். 3) ரா. ராஜேஷ் பருத்திவிளை, மண்டைக்காடு அஞ்சல், கன்னியாகுமரி மாவட்டம். 4) ஜோ. கிஸ்டோ பிரபில் சேவியர் 5/118, கெந்தன் குழிவிளை, கட்டிமாங்கோடு அஞ்சல், கன்னியாகுமரி மாவட்டம். 5) அ. சகாய பிபின் 5/85 ஏ, கரிசல் விளை, கட்டிமாங்கோடு அஞ்சல், கன்னியாகுமரி மாவட்டம். [757, 1231, 1096, 1369]
district-heading: நாகர்கோவில் மாநகரம் [1200, 429, 1383, 449]
appointment-paragraph: துணை அமைப்பாளர்கள் - 1) ஜெ. டேவிட் 22, முத்துராமலிங்கம் தேவர் தெரு, பீ.பீ. குளம், மதுரை - 625002. 2) ஜான் மனோகரன் 43, வைக்காட்டு தெரு, டி.ஆர்.ஓ. காலனி, கே. புதூர், மதுரை - 625007. 3) எஸ். ஷேக் அப்பாஸ் 45, திருஞானசம்பந்தர் காலனி 8 வது தெரு, முல்லை நகர், மதுரை - 625002. 4) கே. இளங்கோவன் 45, சேக்கிழார் தெரு, பீ.பீ. குளம், மதுரை - 625002. 5) எம். ராஜா முகைதீன் 11, திருவள்ளுவர் நகர், டி.ஆர்.ஓ. காலனி, கே. புதூர், மதுரை - 625007. [28, 316, 367, 454]
appointment-paragraph: துணை அமைப்பாளர்கள் - 1) எஸ். செய்யது அலி கணேஷ்நகர் 2 வதுதெரு, சங்கர் நகர், திருநெல்வேலி மாவட்டம். 2) பி. யூசுப் கான் 4சி, 2 வது தெரு, நாராயண நகர், சங்கர் நகர், திருநெல்வேலி மாவட்டம். 3) ஆர். ஆண்டரூஸ் 7/268, நாராயண நகர், சங்கர் நகர், திருநெல்வேலி மாவட்டம். [28, 1458, 367, 1543]
appointment-paragraph: அமைப்பாளர் - ரஹ்மத்துல்லா புலவர் 6, கெங்கையம்மன் கோவில் தெரு, தச்சை, திருநெல்வேலி மாவட்டம். [392, 1118, 732, 1149]
appointment-paragraph: துணை அமைப்பாளர்கள் - 1) வ. அகஸ்டின் ஜோதி கிரான்ஸ் தெரு, கிறிஸ்துநகர், வெட்டூர்ணிமடம் அஞ்சல், நாகர்கோவில், கன்னியாகுமரி மாவட்டம். 2) சு. அலெக்சாண்டர் 117 ஏ, கவிமணி தெரு, புதுக்குடியிருப்பு, நாகர்கோவில், கன்னியாகுமரி மாவட்டம். 3) ரா. பிரவின் 216 பவுல் தெரு, புதுக்குடியிருப்பு, நாகர்கோவில், கன்னியாகுமரி மாவட்டம். 4) அ. ஜாண் கென்னடி 119/1 பாக்யா தெரு, கிறிஸ்துநகர், வெட்டூர்ணிமடம் அஞ்சல், கன்னியாகுமரி மாவட்டம். 5) ஜா. தாவூத்கான் ஹனிபா நகர், நாகர்கோவில், கன்னியாகுமரி மாவட்டம். [1121, 516, 1461, 672]
appointment-paragraph: அமைப்பாளர் - எம். ஜோசப் ராஜ் 10/139, பாம்பன்விளை, அனந்தநாடார்குடி அஞ்சல், கன்னியாகுமரி மாவட்டம். [757, 968, 1096, 999]
district-heading: கன்னியாகுமரி கிழக்கு மாவட்டம் [430, 1627, 694, 1648]
appointment-paragraph: அமைப்பாளர் - பே. சுபின் அண்ணா காலனி, காட்டுப்புதூர், கன்னியாகுமரி மாவட்டம். [757, 780, 1096, 810]
area-heading: நரிமேடு பகுதி [153, 257, 241, 273]
